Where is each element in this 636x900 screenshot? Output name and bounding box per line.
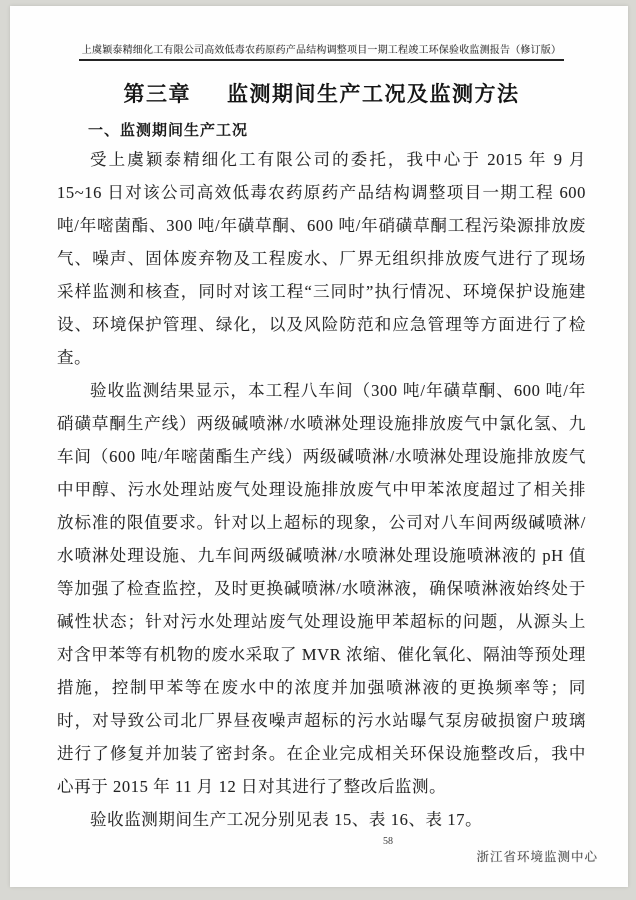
chapter-number: 第三章 [123, 82, 191, 106]
section-heading: 一、监测期间生产工况 [88, 121, 249, 139]
chapter-title [57, 78, 586, 108]
chapter-name: 监测期间生产工况及监测方法 [227, 82, 520, 106]
body-paragraph-1: 受上虞颖泰精细化工有限公司的委托，我中心于 2015 年 9 月 15~16 日对该公司高效低毒农药原药产品结构调整项目一期工程 600 吨/年嘧菌酯、300 吨/年磺草酮、600 吨/年硝磺草酮工程污染源排放废气、噪声、固体废弃物及工程废水、厂界无组织排放废气进行了现场采样监测和核查，同时对该工程“三同时”执行情况、环境保护设施建设、环境保护管理、绿化，以及风险防范和应急管理等方面进行了检查。 [57, 150, 586, 367]
footer-organization: 浙江省环境监测中心 [476, 850, 598, 864]
page-number: 58 [383, 836, 393, 847]
body-paragraph-2: 验收监测结果显示，本工程八车间（300 吨/年磺草酮、600 吨/年硝磺草酮生产线）两级碱喷淋/水喷淋处理设施排放废气中氯化氢、九车间（600 吨/年嘧菌酯生产线）两级碱喷淋/水喷淋处理设施排放废气中甲醇、污水处理站废气处理设施排放废气中甲苯浓度超过了相关排放标准的限值要求。针对以上超标的现象，公司对八车间两级碱喷淋/水喷淋处理设施、九车间两级碱喷淋/水喷淋处理设施喷淋液的 pH 值等加强了检查监控，及时更换碱喷淋/水喷淋液，确保喷淋液始终处于碱性状态；针对污水处理站废气处理设施甲苯超标的问题，从源头上对含甲苯等有机物的废水采取了 MVR 浓缩、催化氧化、隔油等预处理措施，控制甲苯等在废水中的浓度并加强喷淋液的更换频率等；同时，对导致公司北厂界昼夜噪声超标的污水站曝气泵房破损窗户玻璃进行了修复并加装了密封条。在企业完成相关环保设施整改后，我中心再于 2015 年 11 月 12 日对其进行了整改后监测。 [57, 381, 586, 796]
running-header-title: 上虞颖泰精细化工有限公司高效低毒农药原药产品结构调整项目一期工程竣工环保验收监测报告（修订版） [79, 41, 564, 61]
body-paragraph-3: 验收监测期间生产工况分别见表 15、表 16、表 17。 [90, 810, 483, 829]
document-page [10, 6, 628, 887]
running-header [57, 6, 586, 61]
